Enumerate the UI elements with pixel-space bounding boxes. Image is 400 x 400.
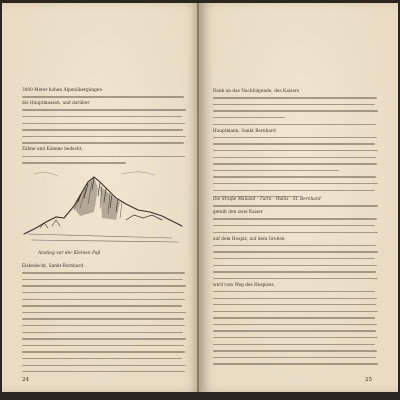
left-page-paragraph-bottom <box>22 263 187 375</box>
text-line <box>213 275 379 282</box>
text-line <box>22 342 187 349</box>
text-line <box>22 276 187 283</box>
text-line <box>22 349 187 356</box>
text-line <box>213 334 379 341</box>
text-line <box>22 120 187 127</box>
text-line <box>22 270 187 277</box>
text-line <box>22 369 187 376</box>
text-line <box>213 154 379 161</box>
section-heading: Die Straße Mailand - Turin - Wallis - St. Bernhard <box>213 196 321 201</box>
text-line <box>213 315 379 322</box>
text-line <box>213 361 379 368</box>
text-line: wird vom Weg des Hospizes <box>213 281 274 287</box>
text-line <box>213 174 379 181</box>
text-line <box>213 222 379 229</box>
illustration-caption: Anstieg vor der Kleinen Paß <box>38 251 101 256</box>
text-line <box>22 113 187 120</box>
text-line: Eisbedeckt, Sankt-Bernhard <box>22 263 84 268</box>
text-line <box>22 322 187 329</box>
text-line <box>213 114 379 121</box>
text-line <box>22 289 187 296</box>
text-line <box>213 216 379 223</box>
text-line <box>213 203 379 210</box>
text-line <box>213 348 379 355</box>
right-page-section <box>213 196 379 367</box>
mountain-pass-illustration <box>22 168 184 248</box>
text-line <box>22 160 187 167</box>
text-line <box>213 242 379 249</box>
text-line <box>213 354 379 361</box>
text-line: die Hauptmassen, und darüber <box>22 100 90 106</box>
text-line <box>213 249 379 256</box>
text-line: geteilt den zwei Kaiser <box>213 209 263 215</box>
text-line <box>22 94 187 101</box>
text-line <box>213 255 379 262</box>
text-line <box>213 308 379 315</box>
text-line <box>213 288 379 295</box>
text-line <box>213 262 379 269</box>
text-line <box>213 328 379 335</box>
text-line <box>213 321 379 328</box>
text-line <box>22 329 187 336</box>
text-line <box>213 101 379 108</box>
text-line <box>213 187 379 194</box>
text-line <box>213 147 379 154</box>
text-line <box>213 167 379 174</box>
text-line <box>213 161 379 168</box>
text-line <box>22 355 187 362</box>
right-page <box>200 3 398 392</box>
text-line <box>213 134 379 141</box>
text-line <box>213 108 379 115</box>
text-line <box>22 107 187 114</box>
right-page-paragraph-top <box>213 88 379 200</box>
text-line <box>22 283 187 290</box>
text-line <box>213 180 379 187</box>
text-line <box>22 336 187 343</box>
text-line <box>22 303 187 310</box>
text-line: 3000 Meter hohen Alpenübergängen <box>22 87 103 92</box>
text-line: Dank an das Nachfolgende, des Kaisers <box>213 88 300 93</box>
page-number: 25 <box>365 377 372 383</box>
text-line <box>22 140 187 147</box>
text-line <box>22 316 187 323</box>
text-line <box>22 153 187 160</box>
text-line <box>213 121 379 128</box>
text-line <box>213 295 379 302</box>
text-line: auf dem Hospiz, auf dem Großen <box>213 235 285 241</box>
text-line <box>22 127 187 134</box>
book-gutter <box>197 3 199 392</box>
page-number: 24 <box>22 377 29 383</box>
text-line <box>213 141 379 148</box>
left-page <box>2 3 200 392</box>
text-line: Zähne und Kämme bedeckt. <box>22 146 83 152</box>
text-line <box>22 309 187 316</box>
text-line <box>213 269 379 276</box>
text-line <box>213 302 379 309</box>
open-book <box>2 3 398 392</box>
text-line: Hauptmann, Sankt Bernhard <box>213 127 276 133</box>
text-line <box>213 95 379 102</box>
text-line <box>22 133 187 140</box>
text-line <box>22 296 187 303</box>
text-line <box>213 229 379 236</box>
text-line <box>213 341 379 348</box>
left-page-paragraph-top <box>22 87 187 166</box>
text-line <box>22 362 187 369</box>
